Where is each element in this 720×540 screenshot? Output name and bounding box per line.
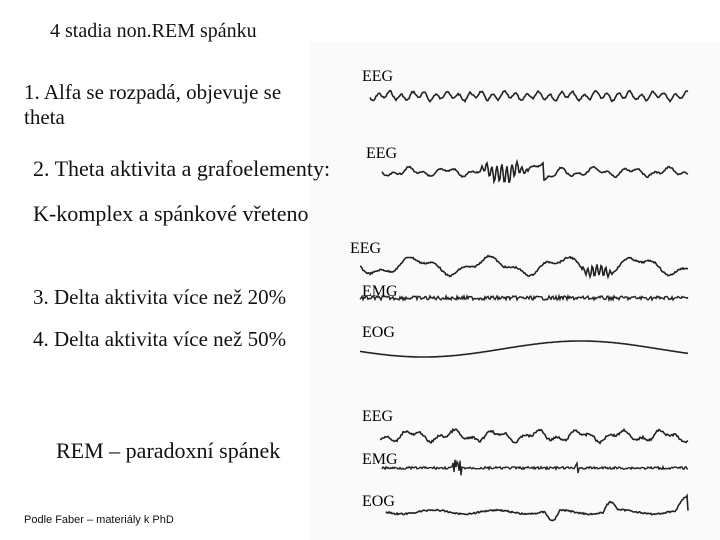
- trace-eog-stage-3-4: [360, 341, 688, 357]
- trace-label-eog-1: EOG: [362, 324, 395, 341]
- trace-eeg-stage-2: [382, 162, 688, 183]
- trace-emg-rem: [382, 460, 688, 476]
- trace-emg-stage-3-4: [360, 296, 688, 300]
- stage-1-text: 1. Alfa se rozpadá, objevuje se theta: [24, 80, 282, 130]
- trace-eeg-rem: [380, 429, 688, 443]
- rem-sleep-text: REM – paradoxní spánek: [56, 438, 281, 463]
- trace-eeg-stage-3-4: [360, 256, 688, 277]
- trace-label-emg-2: EMG: [362, 451, 398, 468]
- slide-title: 4 stadia non.REM spánku: [50, 20, 257, 42]
- trace-label-eeg-3: EEG: [350, 240, 382, 257]
- trace-label-eeg-1: EEG: [362, 68, 394, 85]
- stage-4-text: 4. Delta aktivita více než 50%: [33, 327, 287, 351]
- trace-label-emg-1: EMG: [362, 283, 398, 300]
- stage-3-text: 3. Delta aktivita více než 20%: [33, 285, 287, 309]
- trace-label-eog-2: EOG: [362, 493, 395, 510]
- stage-2-text: 2. Theta aktivita a grafoelementy:: [33, 156, 331, 181]
- trace-eeg-stage-1: [370, 91, 688, 102]
- stage-2-detail-text: K-komplex a spánkové vřeteno: [33, 201, 309, 226]
- trace-eog-rem: [386, 496, 688, 521]
- trace-label-eeg-2: EEG: [366, 145, 398, 162]
- trace-label-eeg-4: EEG: [362, 408, 394, 425]
- source-credit: Podle Faber – materiály k PhD: [24, 514, 174, 526]
